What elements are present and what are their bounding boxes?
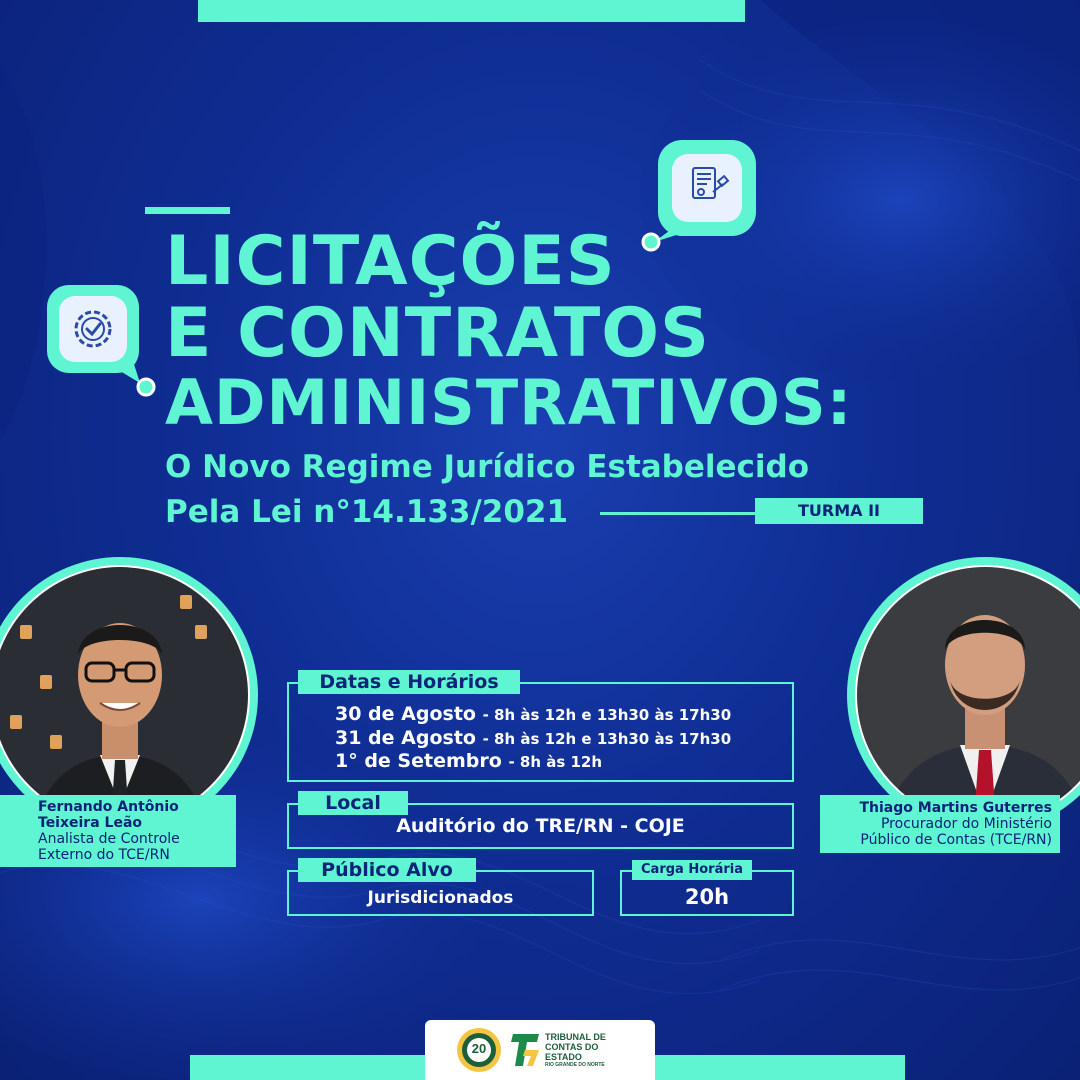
speaker-right-role-1: Procurador do Ministério [880,816,1052,832]
local-label: Local [298,791,408,815]
bottom-accent-bar-right [655,1055,905,1080]
subtitle-rule [600,512,760,515]
subtitle-line-2: Pela Lei n°14.133/2021 [165,494,569,530]
publico-label: Público Alvo [298,858,476,882]
title-accent-line [145,207,230,214]
title-line-2: E CONTRATOS [165,294,711,373]
footer-logo-panel [425,1020,655,1080]
speaker-right-name: Thiago Martins Guterres [859,800,1052,816]
carga-label: Carga Horária [632,860,752,880]
schedule-row-3: 1° de Setembro - 8h às 12h [335,750,603,772]
schedule-row-1: 30 de Agosto - 8h às 12h e 13h30 às 17h30 [335,703,732,725]
speaker-right-role-2: Público de Contas (TCE/RN) [860,832,1052,848]
gear-check-bubble [45,283,165,398]
bottom-accent-bar-left [190,1055,430,1080]
speaker-left-name-2: Teixeira Leão [38,815,143,831]
seal-number: 20 [471,1041,487,1056]
speaker-left-role-1: Analista de Controle [38,831,180,847]
org-name: TRIBUNAL DE CONTAS DO ESTADO RIO GRANDE DO NORTE [545,1032,606,1068]
publico-value: Jurisdicionados [367,888,514,908]
carga-value: 20h [684,885,730,909]
speaker-left-name-1: Fernando Antônio [38,799,179,815]
title-line-3: ADMINISTRATIVOS: [165,366,853,439]
title-line-1: LICITAÇÕES [165,222,616,301]
contract-bubble [636,138,760,256]
speaker-right-card [820,795,1060,853]
subtitle-line-1: O Novo Regime Jurídico Estabelecido [165,449,810,485]
speaker-left-role-2: Externo do TCE/RN [38,847,170,863]
tce-logo-icon [511,1030,541,1070]
schedule-label: Datas e Horários [298,670,520,694]
turma-badge: TURMA II [755,498,923,524]
schedule-row-2: 31 de Agosto - 8h às 12h e 13h30 às 17h30 [335,727,732,749]
top-accent-bar [198,0,745,22]
speaker-left-card [0,795,236,867]
local-value: Auditório do TRE/RN - COJE [396,815,685,837]
